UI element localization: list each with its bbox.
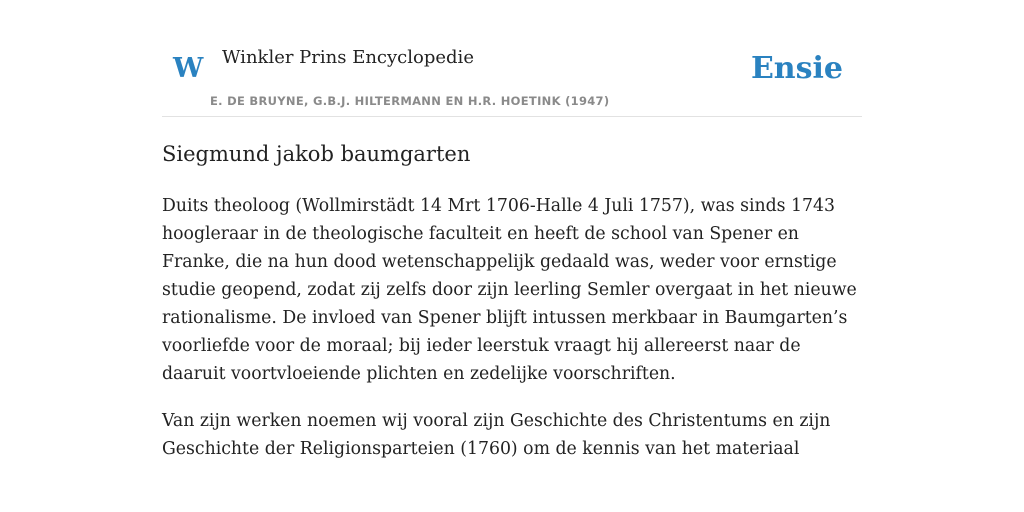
article-paragraph: Duits theoloog (Wollmirstädt 14 Mrt 1706-Halle 4 Juli 1757), was sinds 1743 hoogleraar in de theologische faculteit en heeft de school van Spener en Franke, die na hun dood wetenschappelijk gedaald was, weder voor ernstige studie geopend, zodat zij zelfs door zijn leerling Semler overgaat in het nieuwe rationalisme. De invloed van Spener blijft intussen merkbaar in Baumgarten’s voorliefde voor de moraal; bij ieder leerstuk vraagt hij allereerst naar de daaruit voortvloeiende plichten en zedelijke voorschriften.	[162, 196, 857, 384]
article-title: Siegmund jakob baumgarten	[162, 142, 471, 166]
publication-logo-icon[interactable]: W	[173, 53, 204, 84]
article-body	[162, 192, 862, 482]
ensie-logo-link[interactable]: Ensie	[750, 51, 843, 86]
article-paragraph: Van zijn werken noemen wij vooral zijn Geschichte des Christentums en zijn Geschichte der Religionsparteien (1760) om de kennis van het materiaal	[162, 411, 831, 459]
site-header	[162, 0, 862, 117]
publication-authors: E. DE BRUYNE, G.B.J. HILTERMANN EN H.R. HOETINK (1947)	[210, 94, 610, 108]
publication-title[interactable]: Winkler Prins Encyclopedie	[222, 47, 474, 68]
